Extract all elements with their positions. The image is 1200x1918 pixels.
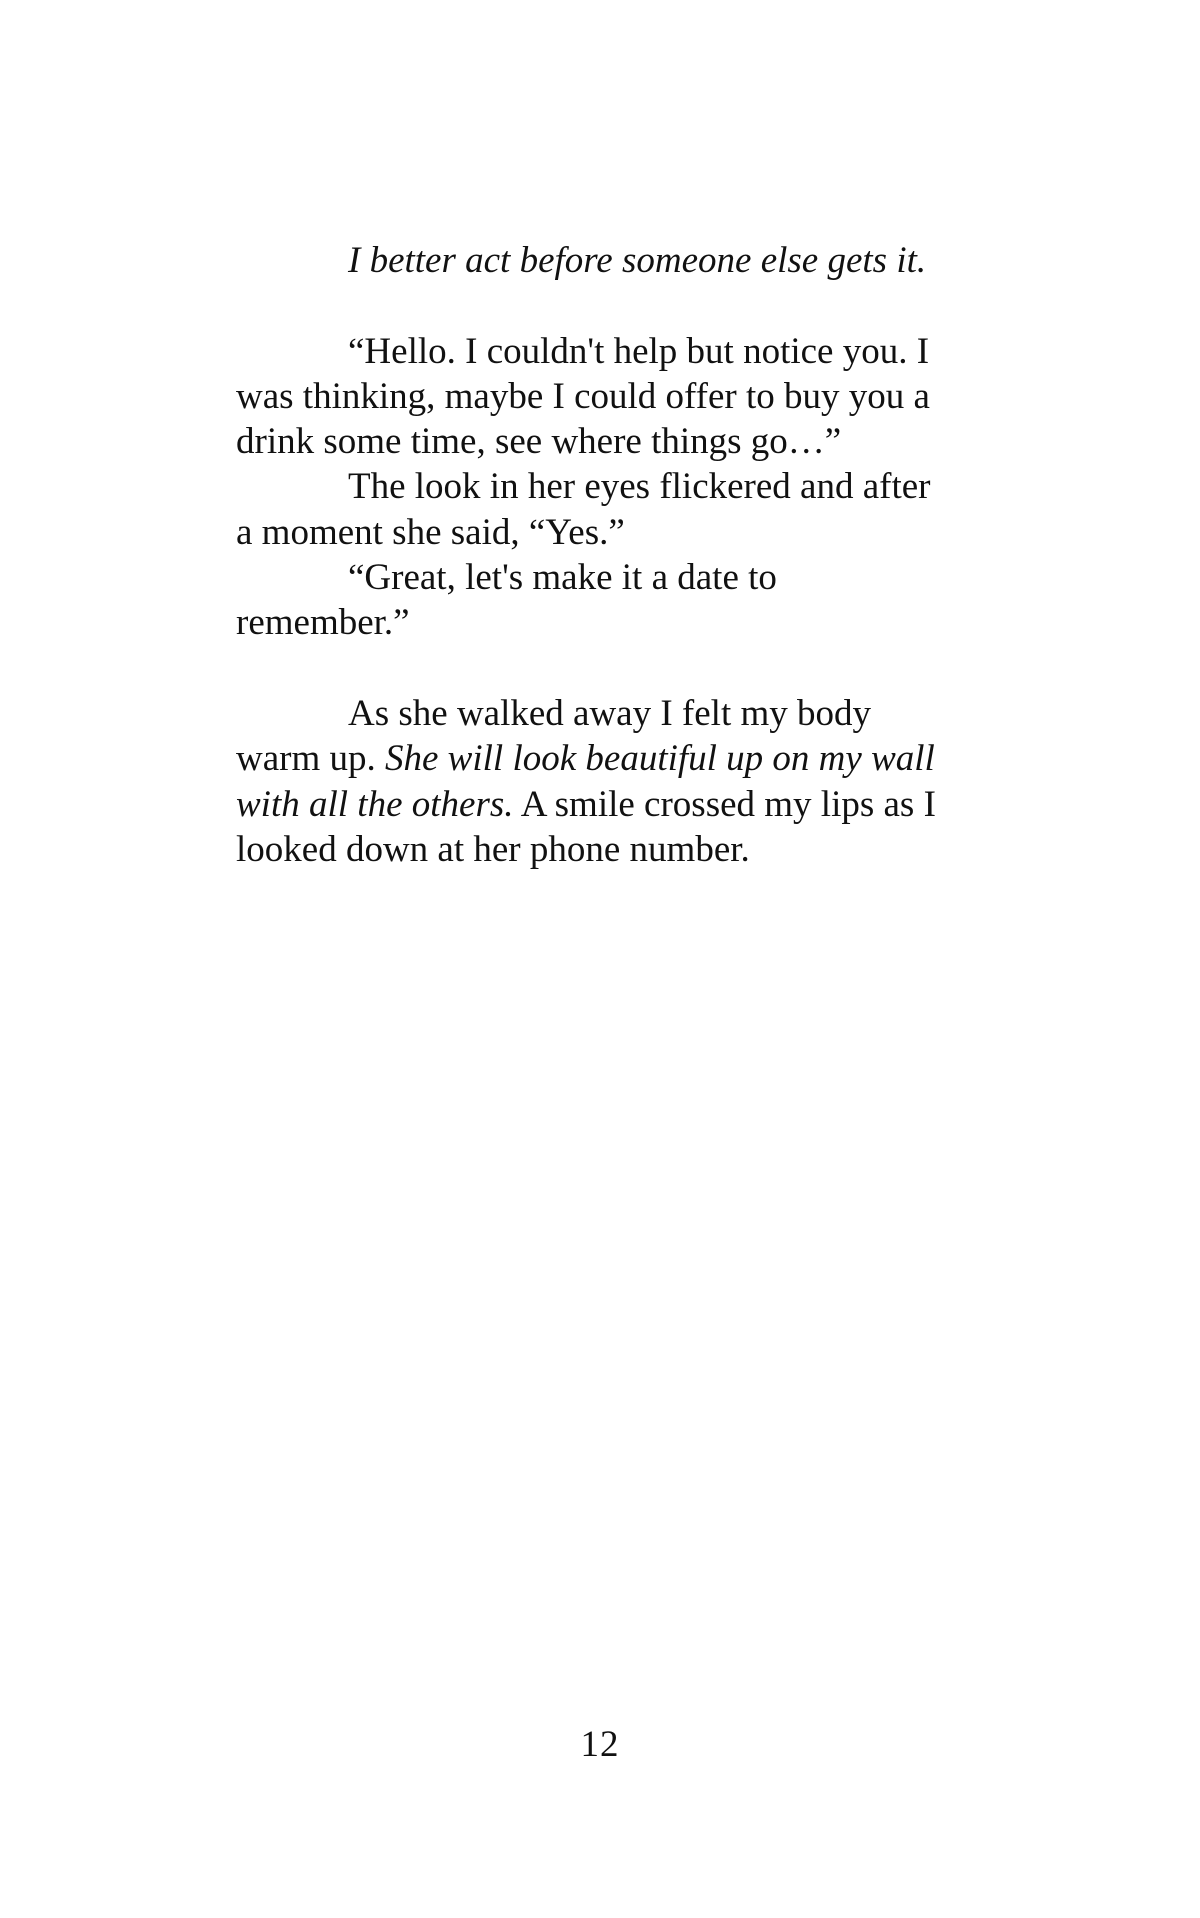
dialogue-paragraph-hello: “Hello. I couldn't help but notice you. I was thinking, maybe I could offer to buy you a drink some time, see where things go…” [236,330,930,463]
page-body-text [236,238,956,872]
scene-break [236,283,956,328]
closing-paragraph [236,691,956,872]
inner-thought-paragraph: I better act before someone else gets it. [348,240,927,281]
page-number: 12 [580,1724,620,1765]
narration-paragraph-look: The look in her eyes flickered and after a moment she said, “Yes.” [236,466,931,553]
dialogue-paragraph-great: “Great, let's make it a date to remember.” [236,557,777,644]
closing-paragraph-text-end: A smile crossed my lips as I looked down at her phone number. [236,783,936,870]
closing-paragraph-inner-thought: She will look beautiful up on my wall with all the others. [236,738,935,825]
closing-paragraph-text-start: As she walked away I felt my body warm up. [236,692,872,780]
scene-break [236,646,956,691]
